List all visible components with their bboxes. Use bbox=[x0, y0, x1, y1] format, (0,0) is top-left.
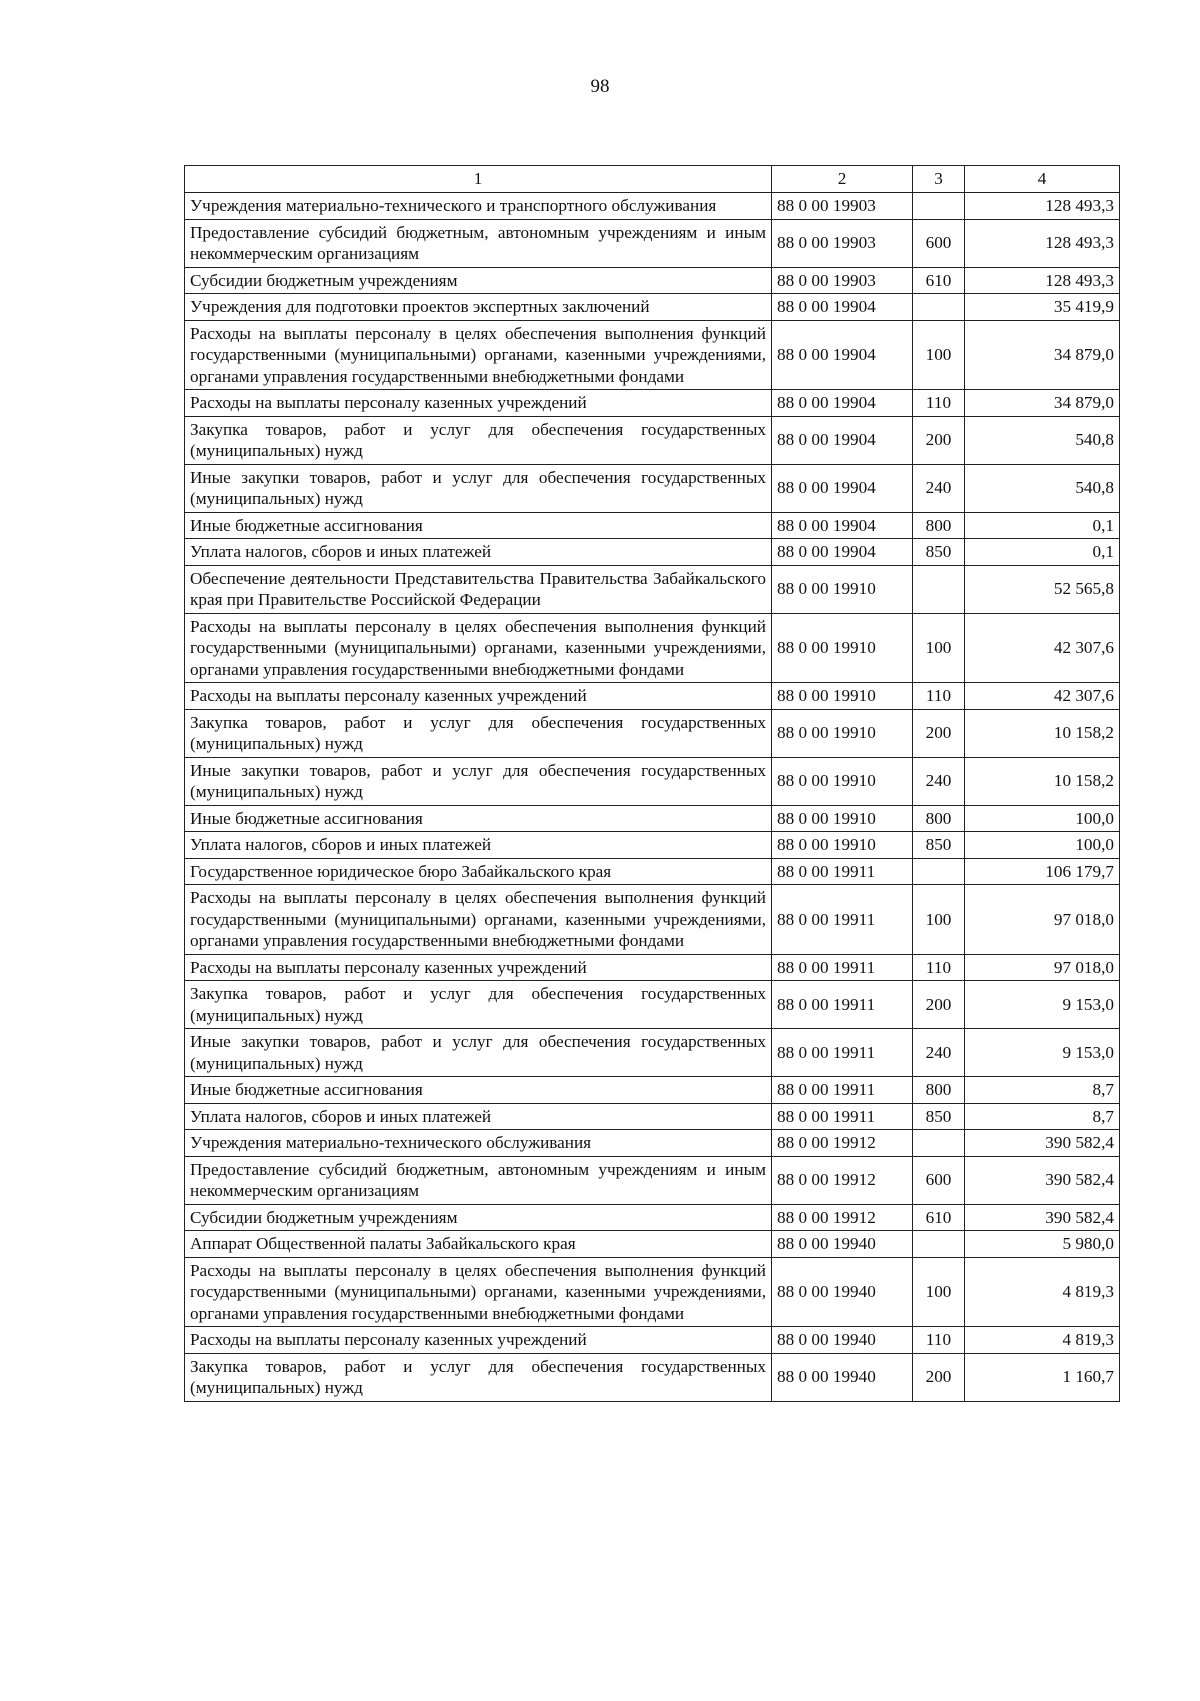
row-amount-cell: 34 879,0 bbox=[965, 320, 1120, 390]
row-name-cell: Субсидии бюджетным учреждениям bbox=[185, 1204, 772, 1231]
row-type-cell bbox=[913, 193, 965, 220]
table-row bbox=[185, 390, 1120, 417]
table-row bbox=[185, 539, 1120, 566]
row-name-cell: Учреждения для подготовки проектов экспертных заключений bbox=[185, 294, 772, 321]
table-row bbox=[185, 1327, 1120, 1354]
row-type-cell: 610 bbox=[913, 267, 965, 294]
row-type-cell: 800 bbox=[913, 805, 965, 832]
table-row bbox=[185, 683, 1120, 710]
table-row bbox=[185, 1353, 1120, 1401]
row-type-cell: 100 bbox=[913, 1257, 965, 1327]
row-type-cell bbox=[913, 858, 965, 885]
row-type-cell: 110 bbox=[913, 954, 965, 981]
column-header-type: 3 bbox=[913, 166, 965, 193]
table-row bbox=[185, 294, 1120, 321]
row-amount-cell: 4 819,3 bbox=[965, 1257, 1120, 1327]
row-amount-cell: 97 018,0 bbox=[965, 954, 1120, 981]
row-type-cell: 200 bbox=[913, 416, 965, 464]
row-code-cell: 88 0 00 19903 bbox=[772, 193, 913, 220]
table-row bbox=[185, 219, 1120, 267]
table-row bbox=[185, 512, 1120, 539]
row-type-cell: 100 bbox=[913, 613, 965, 683]
row-name-cell: Расходы на выплаты персоналу казенных учреждений bbox=[185, 683, 772, 710]
row-name-cell: Уплата налогов, сборов и иных платежей bbox=[185, 1103, 772, 1130]
column-header-code: 2 bbox=[772, 166, 913, 193]
row-code-cell: 88 0 00 19910 bbox=[772, 565, 913, 613]
row-type-cell bbox=[913, 565, 965, 613]
table-row bbox=[185, 613, 1120, 683]
row-amount-cell: 106 179,7 bbox=[965, 858, 1120, 885]
row-code-cell: 88 0 00 19912 bbox=[772, 1156, 913, 1204]
row-name-cell: Уплата налогов, сборов и иных платежей bbox=[185, 832, 772, 859]
row-name-cell: Расходы на выплаты персоналу казенных учреждений bbox=[185, 1327, 772, 1354]
row-type-cell: 200 bbox=[913, 1353, 965, 1401]
row-name-cell: Закупка товаров, работ и услуг для обеспечения государственных (муниципальных) нужд bbox=[185, 709, 772, 757]
table-body bbox=[185, 193, 1120, 1402]
row-name-cell: Предоставление субсидий бюджетным, автономным учреждениям и иным некоммерческим организациям bbox=[185, 219, 772, 267]
column-header-amount: 4 bbox=[965, 166, 1120, 193]
row-code-cell: 88 0 00 19911 bbox=[772, 954, 913, 981]
row-amount-cell: 97 018,0 bbox=[965, 885, 1120, 955]
row-amount-cell: 10 158,2 bbox=[965, 709, 1120, 757]
row-name-cell: Предоставление субсидий бюджетным, автономным учреждениям и иным некоммерческим организациям bbox=[185, 1156, 772, 1204]
table-header-row bbox=[185, 166, 1120, 193]
row-amount-cell: 5 980,0 bbox=[965, 1231, 1120, 1258]
row-name-cell: Расходы на выплаты персоналу в целях обеспечения выполнения функций государственными (муниципальными) органами, казенными учреждениями, органами управления государственными внебюджетными фондами bbox=[185, 1257, 772, 1327]
row-type-cell bbox=[913, 294, 965, 321]
row-code-cell: 88 0 00 19904 bbox=[772, 464, 913, 512]
table-row bbox=[185, 565, 1120, 613]
row-type-cell: 850 bbox=[913, 1103, 965, 1130]
row-code-cell: 88 0 00 19911 bbox=[772, 858, 913, 885]
row-code-cell: 88 0 00 19903 bbox=[772, 267, 913, 294]
row-code-cell: 88 0 00 19904 bbox=[772, 539, 913, 566]
row-name-cell: Расходы на выплаты персоналу казенных учреждений bbox=[185, 390, 772, 417]
row-code-cell: 88 0 00 19904 bbox=[772, 320, 913, 390]
row-type-cell: 850 bbox=[913, 832, 965, 859]
row-name-cell: Учреждения материально-технического обслуживания bbox=[185, 1130, 772, 1157]
row-code-cell: 88 0 00 19912 bbox=[772, 1130, 913, 1157]
row-amount-cell: 128 493,3 bbox=[965, 267, 1120, 294]
table-row bbox=[185, 267, 1120, 294]
row-amount-cell: 390 582,4 bbox=[965, 1156, 1120, 1204]
table-row bbox=[185, 193, 1120, 220]
table-row bbox=[185, 1130, 1120, 1157]
row-type-cell: 610 bbox=[913, 1204, 965, 1231]
row-code-cell: 88 0 00 19910 bbox=[772, 709, 913, 757]
row-type-cell: 600 bbox=[913, 219, 965, 267]
table-row bbox=[185, 1103, 1120, 1130]
row-code-cell: 88 0 00 19911 bbox=[772, 1077, 913, 1104]
row-code-cell: 88 0 00 19910 bbox=[772, 757, 913, 805]
row-code-cell: 88 0 00 19903 bbox=[772, 219, 913, 267]
row-name-cell: Закупка товаров, работ и услуг для обеспечения государственных (муниципальных) нужд bbox=[185, 981, 772, 1029]
row-amount-cell: 42 307,6 bbox=[965, 613, 1120, 683]
table-row bbox=[185, 858, 1120, 885]
row-amount-cell: 128 493,3 bbox=[965, 193, 1120, 220]
row-code-cell: 88 0 00 19904 bbox=[772, 390, 913, 417]
row-amount-cell: 540,8 bbox=[965, 464, 1120, 512]
row-amount-cell: 35 419,9 bbox=[965, 294, 1120, 321]
row-name-cell: Иные закупки товаров, работ и услуг для обеспечения государственных (муниципальных) нужд bbox=[185, 1029, 772, 1077]
row-type-cell: 110 bbox=[913, 1327, 965, 1354]
row-code-cell: 88 0 00 19940 bbox=[772, 1257, 913, 1327]
row-amount-cell: 390 582,4 bbox=[965, 1130, 1120, 1157]
row-amount-cell: 8,7 bbox=[965, 1077, 1120, 1104]
row-amount-cell: 390 582,4 bbox=[965, 1204, 1120, 1231]
row-name-cell: Иные бюджетные ассигнования bbox=[185, 805, 772, 832]
row-code-cell: 88 0 00 19904 bbox=[772, 416, 913, 464]
table-row bbox=[185, 1156, 1120, 1204]
row-type-cell bbox=[913, 1130, 965, 1157]
row-type-cell: 200 bbox=[913, 981, 965, 1029]
table-row bbox=[185, 954, 1120, 981]
row-type-cell: 110 bbox=[913, 683, 965, 710]
row-type-cell bbox=[913, 1231, 965, 1258]
row-type-cell: 200 bbox=[913, 709, 965, 757]
table-row bbox=[185, 885, 1120, 955]
table-row bbox=[185, 464, 1120, 512]
row-amount-cell: 0,1 bbox=[965, 539, 1120, 566]
row-code-cell: 88 0 00 19904 bbox=[772, 512, 913, 539]
table-row bbox=[185, 805, 1120, 832]
row-name-cell: Субсидии бюджетным учреждениям bbox=[185, 267, 772, 294]
table-row bbox=[185, 981, 1120, 1029]
row-name-cell: Расходы на выплаты персоналу в целях обеспечения выполнения функций государственными (муниципальными) органами, казенными учреждениями, органами управления государственными внебюджетными фондами bbox=[185, 320, 772, 390]
budget-table bbox=[184, 165, 1120, 1402]
page-number: 98 bbox=[590, 76, 610, 97]
row-name-cell: Расходы на выплаты персоналу в целях обеспечения выполнения функций государственными (муниципальными) органами, казенными учреждениями, органами управления государственными внебюджетными фондами bbox=[185, 613, 772, 683]
row-code-cell: 88 0 00 19904 bbox=[772, 294, 913, 321]
table-row bbox=[185, 757, 1120, 805]
row-amount-cell: 100,0 bbox=[965, 832, 1120, 859]
row-name-cell: Иные бюджетные ассигнования bbox=[185, 512, 772, 539]
row-code-cell: 88 0 00 19940 bbox=[772, 1353, 913, 1401]
row-name-cell: Уплата налогов, сборов и иных платежей bbox=[185, 539, 772, 566]
row-code-cell: 88 0 00 19911 bbox=[772, 1029, 913, 1077]
row-type-cell: 800 bbox=[913, 1077, 965, 1104]
row-amount-cell: 9 153,0 bbox=[965, 1029, 1120, 1077]
row-name-cell: Расходы на выплаты персоналу казенных учреждений bbox=[185, 954, 772, 981]
row-type-cell: 110 bbox=[913, 390, 965, 417]
row-type-cell: 850 bbox=[913, 539, 965, 566]
row-amount-cell: 4 819,3 bbox=[965, 1327, 1120, 1354]
row-amount-cell: 0,1 bbox=[965, 512, 1120, 539]
row-amount-cell: 128 493,3 bbox=[965, 219, 1120, 267]
row-amount-cell: 100,0 bbox=[965, 805, 1120, 832]
table-row bbox=[185, 416, 1120, 464]
table-row bbox=[185, 1029, 1120, 1077]
row-name-cell: Иные бюджетные ассигнования bbox=[185, 1077, 772, 1104]
row-code-cell: 88 0 00 19910 bbox=[772, 683, 913, 710]
row-name-cell: Закупка товаров, работ и услуг для обеспечения государственных (муниципальных) нужд bbox=[185, 416, 772, 464]
row-name-cell: Иные закупки товаров, работ и услуг для обеспечения государственных (муниципальных) нужд bbox=[185, 757, 772, 805]
row-code-cell: 88 0 00 19911 bbox=[772, 885, 913, 955]
row-amount-cell: 10 158,2 bbox=[965, 757, 1120, 805]
row-amount-cell: 34 879,0 bbox=[965, 390, 1120, 417]
row-type-cell: 600 bbox=[913, 1156, 965, 1204]
row-amount-cell: 1 160,7 bbox=[965, 1353, 1120, 1401]
row-code-cell: 88 0 00 19910 bbox=[772, 832, 913, 859]
row-type-cell: 240 bbox=[913, 757, 965, 805]
row-name-cell: Расходы на выплаты персоналу в целях обеспечения выполнения функций государственными (муниципальными) органами, казенными учреждениями, органами управления государственными внебюджетными фондами bbox=[185, 885, 772, 955]
table-row bbox=[185, 1257, 1120, 1327]
row-name-cell: Закупка товаров, работ и услуг для обеспечения государственных (муниципальных) нужд bbox=[185, 1353, 772, 1401]
row-amount-cell: 9 153,0 bbox=[965, 981, 1120, 1029]
row-code-cell: 88 0 00 19940 bbox=[772, 1327, 913, 1354]
row-amount-cell: 540,8 bbox=[965, 416, 1120, 464]
row-name-cell: Государственное юридическое бюро Забайкальского края bbox=[185, 858, 772, 885]
row-name-cell: Аппарат Общественной палаты Забайкальского края bbox=[185, 1231, 772, 1258]
row-code-cell: 88 0 00 19911 bbox=[772, 981, 913, 1029]
row-name-cell: Учреждения материально-технического и транспортного обслуживания bbox=[185, 193, 772, 220]
row-amount-cell: 8,7 bbox=[965, 1103, 1120, 1130]
row-type-cell: 240 bbox=[913, 464, 965, 512]
table-row bbox=[185, 1077, 1120, 1104]
table-row bbox=[185, 832, 1120, 859]
column-header-name: 1 bbox=[185, 166, 772, 193]
table-row bbox=[185, 709, 1120, 757]
row-type-cell: 100 bbox=[913, 885, 965, 955]
row-name-cell: Иные закупки товаров, работ и услуг для обеспечения государственных (муниципальных) нужд bbox=[185, 464, 772, 512]
row-code-cell: 88 0 00 19911 bbox=[772, 1103, 913, 1130]
table-row bbox=[185, 1231, 1120, 1258]
row-code-cell: 88 0 00 19940 bbox=[772, 1231, 913, 1258]
row-code-cell: 88 0 00 19910 bbox=[772, 613, 913, 683]
table-row bbox=[185, 1204, 1120, 1231]
row-type-cell: 100 bbox=[913, 320, 965, 390]
table-row bbox=[185, 320, 1120, 390]
row-name-cell: Обеспечение деятельности Представительства Правительства Забайкальского края при Правительстве Российской Федерации bbox=[185, 565, 772, 613]
row-code-cell: 88 0 00 19910 bbox=[772, 805, 913, 832]
row-type-cell: 800 bbox=[913, 512, 965, 539]
row-type-cell: 240 bbox=[913, 1029, 965, 1077]
row-code-cell: 88 0 00 19912 bbox=[772, 1204, 913, 1231]
row-amount-cell: 42 307,6 bbox=[965, 683, 1120, 710]
row-amount-cell: 52 565,8 bbox=[965, 565, 1120, 613]
